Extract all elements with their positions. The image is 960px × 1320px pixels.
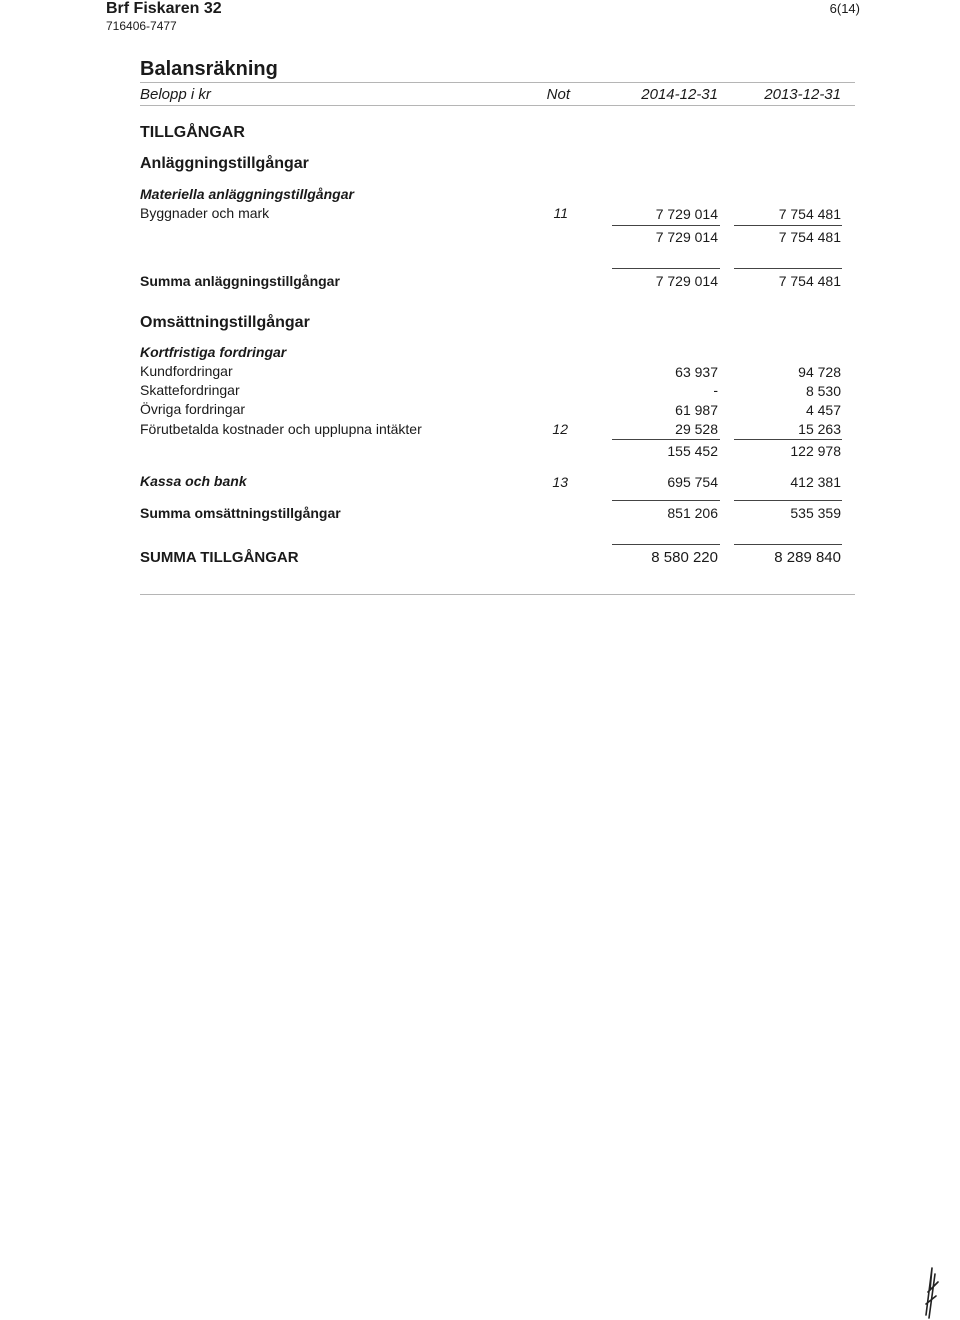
row-label-forutbetalda: Förutbetalda kostnader och upplupna intäkter	[140, 421, 422, 437]
organization-number: 716406-7477	[106, 19, 177, 33]
page-title: Balansräkning	[140, 58, 278, 80]
row-note-kassa: 13	[552, 474, 568, 490]
underline	[612, 500, 720, 501]
column-header-not: Not	[546, 86, 570, 103]
row-label-ovriga-fordringar: Övriga fordringar	[140, 401, 246, 417]
column-header-belopp: Belopp i kr	[140, 86, 211, 103]
row-value-kassa-2013: 412 381	[790, 474, 841, 490]
subtotal-kortfristiga-2013: 122 978	[790, 443, 841, 459]
row-label-summa-omsattning: Summa omsättningstillgångar	[140, 505, 341, 521]
row-label-summa-anlaggning: Summa anläggningstillgångar	[140, 273, 340, 289]
header-rule	[140, 105, 855, 106]
row-note-forutbetalda: 12	[552, 421, 568, 437]
row-value-byggnader-2014: 7 729 014	[655, 206, 718, 222]
underline	[612, 225, 720, 226]
row-value-skattefordringar-2013: 8 530	[805, 383, 841, 399]
total-omsattning-2014: 851 206	[667, 505, 718, 521]
underline	[734, 268, 842, 269]
row-value-skattefordringar-2014: -	[713, 382, 718, 398]
subtotal-materiella-2014: 7 729 014	[655, 229, 718, 245]
row-label-summa-tillgangar: SUMMA TILLGÅNGAR	[140, 549, 299, 566]
title-rule	[140, 82, 855, 83]
section-omsattningstillgangar: Omsättningstillgångar	[140, 314, 310, 331]
row-value-ovriga-2014: 61 987	[675, 402, 718, 418]
subtotal-kortfristiga-2014: 155 452	[667, 443, 718, 459]
section-tillgangar: TILLGÅNGAR	[140, 124, 245, 141]
column-header-year1: 2014-12-31	[641, 86, 718, 103]
row-value-forutbetalda-2013: 15 263	[798, 421, 841, 437]
subsection-materiella: Materiella anläggningstillgångar	[140, 186, 354, 202]
grand-total-2014: 8 580 220	[651, 549, 718, 566]
total-anlaggning-2013: 7 754 481	[778, 273, 841, 289]
row-note-byggnader: 11	[553, 205, 568, 221]
subtotal-materiella-2013: 7 754 481	[778, 229, 841, 245]
underline	[734, 500, 842, 501]
row-value-forutbetalda-2014: 29 528	[675, 421, 718, 437]
underline	[734, 544, 842, 545]
underline	[612, 268, 720, 269]
organization-name: Brf Fiskaren 32	[106, 0, 222, 17]
row-value-kundfordringar-2013: 94 728	[798, 364, 841, 380]
column-header-year2: 2013-12-31	[764, 86, 841, 103]
row-label-kassa-och-bank: Kassa och bank	[140, 473, 247, 489]
underline	[734, 225, 842, 226]
row-value-byggnader-2013: 7 754 481	[778, 206, 841, 222]
section-anlaggningstillgangar: Anläggningstillgångar	[140, 155, 309, 172]
page-number: 6(14)	[829, 1, 860, 16]
subsection-kortfristiga: Kortfristiga fordringar	[140, 344, 287, 360]
total-anlaggning-2014: 7 729 014	[655, 273, 718, 289]
closing-rule	[140, 594, 855, 595]
signature-icon	[918, 1260, 948, 1320]
row-label-byggnader: Byggnader och mark	[140, 205, 270, 221]
underline	[612, 439, 720, 440]
total-omsattning-2013: 535 359	[790, 505, 841, 521]
underline	[612, 544, 720, 545]
grand-total-2013: 8 289 840	[774, 549, 841, 566]
row-value-kundfordringar-2014: 63 937	[675, 364, 718, 380]
underline	[734, 439, 842, 440]
row-value-kassa-2014: 695 754	[667, 474, 718, 490]
row-label-kundfordringar: Kundfordringar	[140, 363, 233, 379]
row-value-ovriga-2013: 4 457	[805, 402, 841, 418]
row-label-skattefordringar: Skattefordringar	[140, 382, 240, 398]
